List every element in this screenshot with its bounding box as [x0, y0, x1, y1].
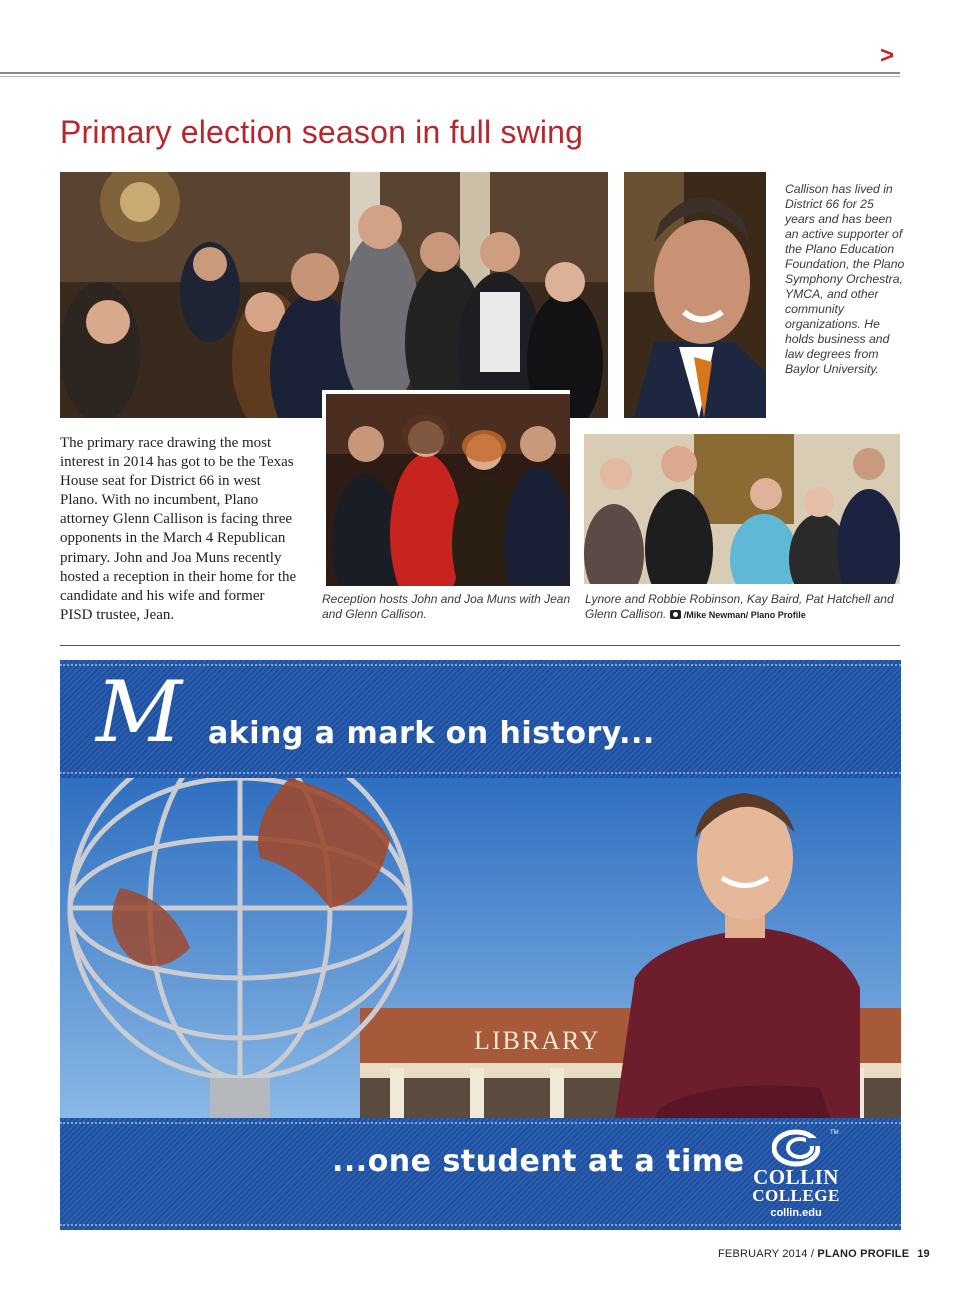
group-caption-text: Lynore and Robbie Robinson, Kay Baird, Pat Hatchell and Glenn Callison.: [585, 592, 894, 621]
ad-top-banner: [60, 660, 901, 778]
top-rule: [0, 72, 900, 74]
ad-tagline: ...one student at a time: [332, 1144, 745, 1179]
trademark-mark: TM: [830, 1130, 839, 1136]
hosts-photo-caption: Reception hosts John and Joa Muns with Jean and Glenn Callison.: [322, 592, 571, 621]
photo-credit-text: /Mike Newman/ Plano Profile: [683, 610, 806, 620]
next-page-arrow-icon[interactable]: >: [880, 42, 895, 69]
supporters-group-photo: [584, 434, 900, 584]
page-footer: [718, 1248, 930, 1260]
section-divider: [60, 645, 900, 646]
article-body: The primary race drawing the most interest in 2014 has got to be the Texas House seat for District 66 in west Plano. With no incumbent, Plano attorney Glenn Callison is facing three opponents in the March 4 Republican primary. John and Joa Muns recently hosted a reception in their home for the candidate and his wife and former PISD trustee, Jean.: [60, 435, 297, 623]
ad-headline-initial: M: [96, 663, 183, 761]
ad-bottom-banner: [60, 1118, 901, 1230]
ad-headline: aking a mark on history...: [208, 716, 655, 751]
top-rule-secondary: [0, 76, 900, 77]
article-headline: Primary election season in full swing: [60, 114, 584, 150]
collin-college-logo[interactable]: [746, 1128, 846, 1219]
camera-icon: [670, 610, 681, 619]
collin-college-advertisement[interactable]: [60, 660, 901, 1230]
logo-line-college: COLLEGE: [752, 1186, 840, 1205]
footer-publication: PLANO PROFILE: [817, 1248, 910, 1260]
logo-line-collin: COLLIN: [753, 1165, 839, 1189]
candidate-bio-caption: Callison has lived in District 66 for 25 years and has been an active supporter of the Plano Education Foundation, the Plano Symphony Orchestra, YMCA, and other community organizations. He holds business and law degrees from Baylor University.: [785, 182, 905, 376]
reception-hosts-photo: [322, 390, 570, 586]
ad-campus-scene: [60, 778, 901, 1118]
logo-url[interactable]: collin.edu: [770, 1207, 822, 1219]
photo-credit: [670, 610, 806, 620]
library-building-sign: LIBRARY: [474, 1026, 601, 1055]
reception-crowd-photo: [60, 172, 608, 418]
candidate-portrait-photo: [624, 172, 766, 418]
page-number: 19: [917, 1248, 930, 1260]
collin-swirl-icon: [772, 1128, 820, 1168]
group-photo-caption: [585, 592, 905, 623]
footer-date: FEBRUARY 2014 /: [718, 1248, 818, 1260]
